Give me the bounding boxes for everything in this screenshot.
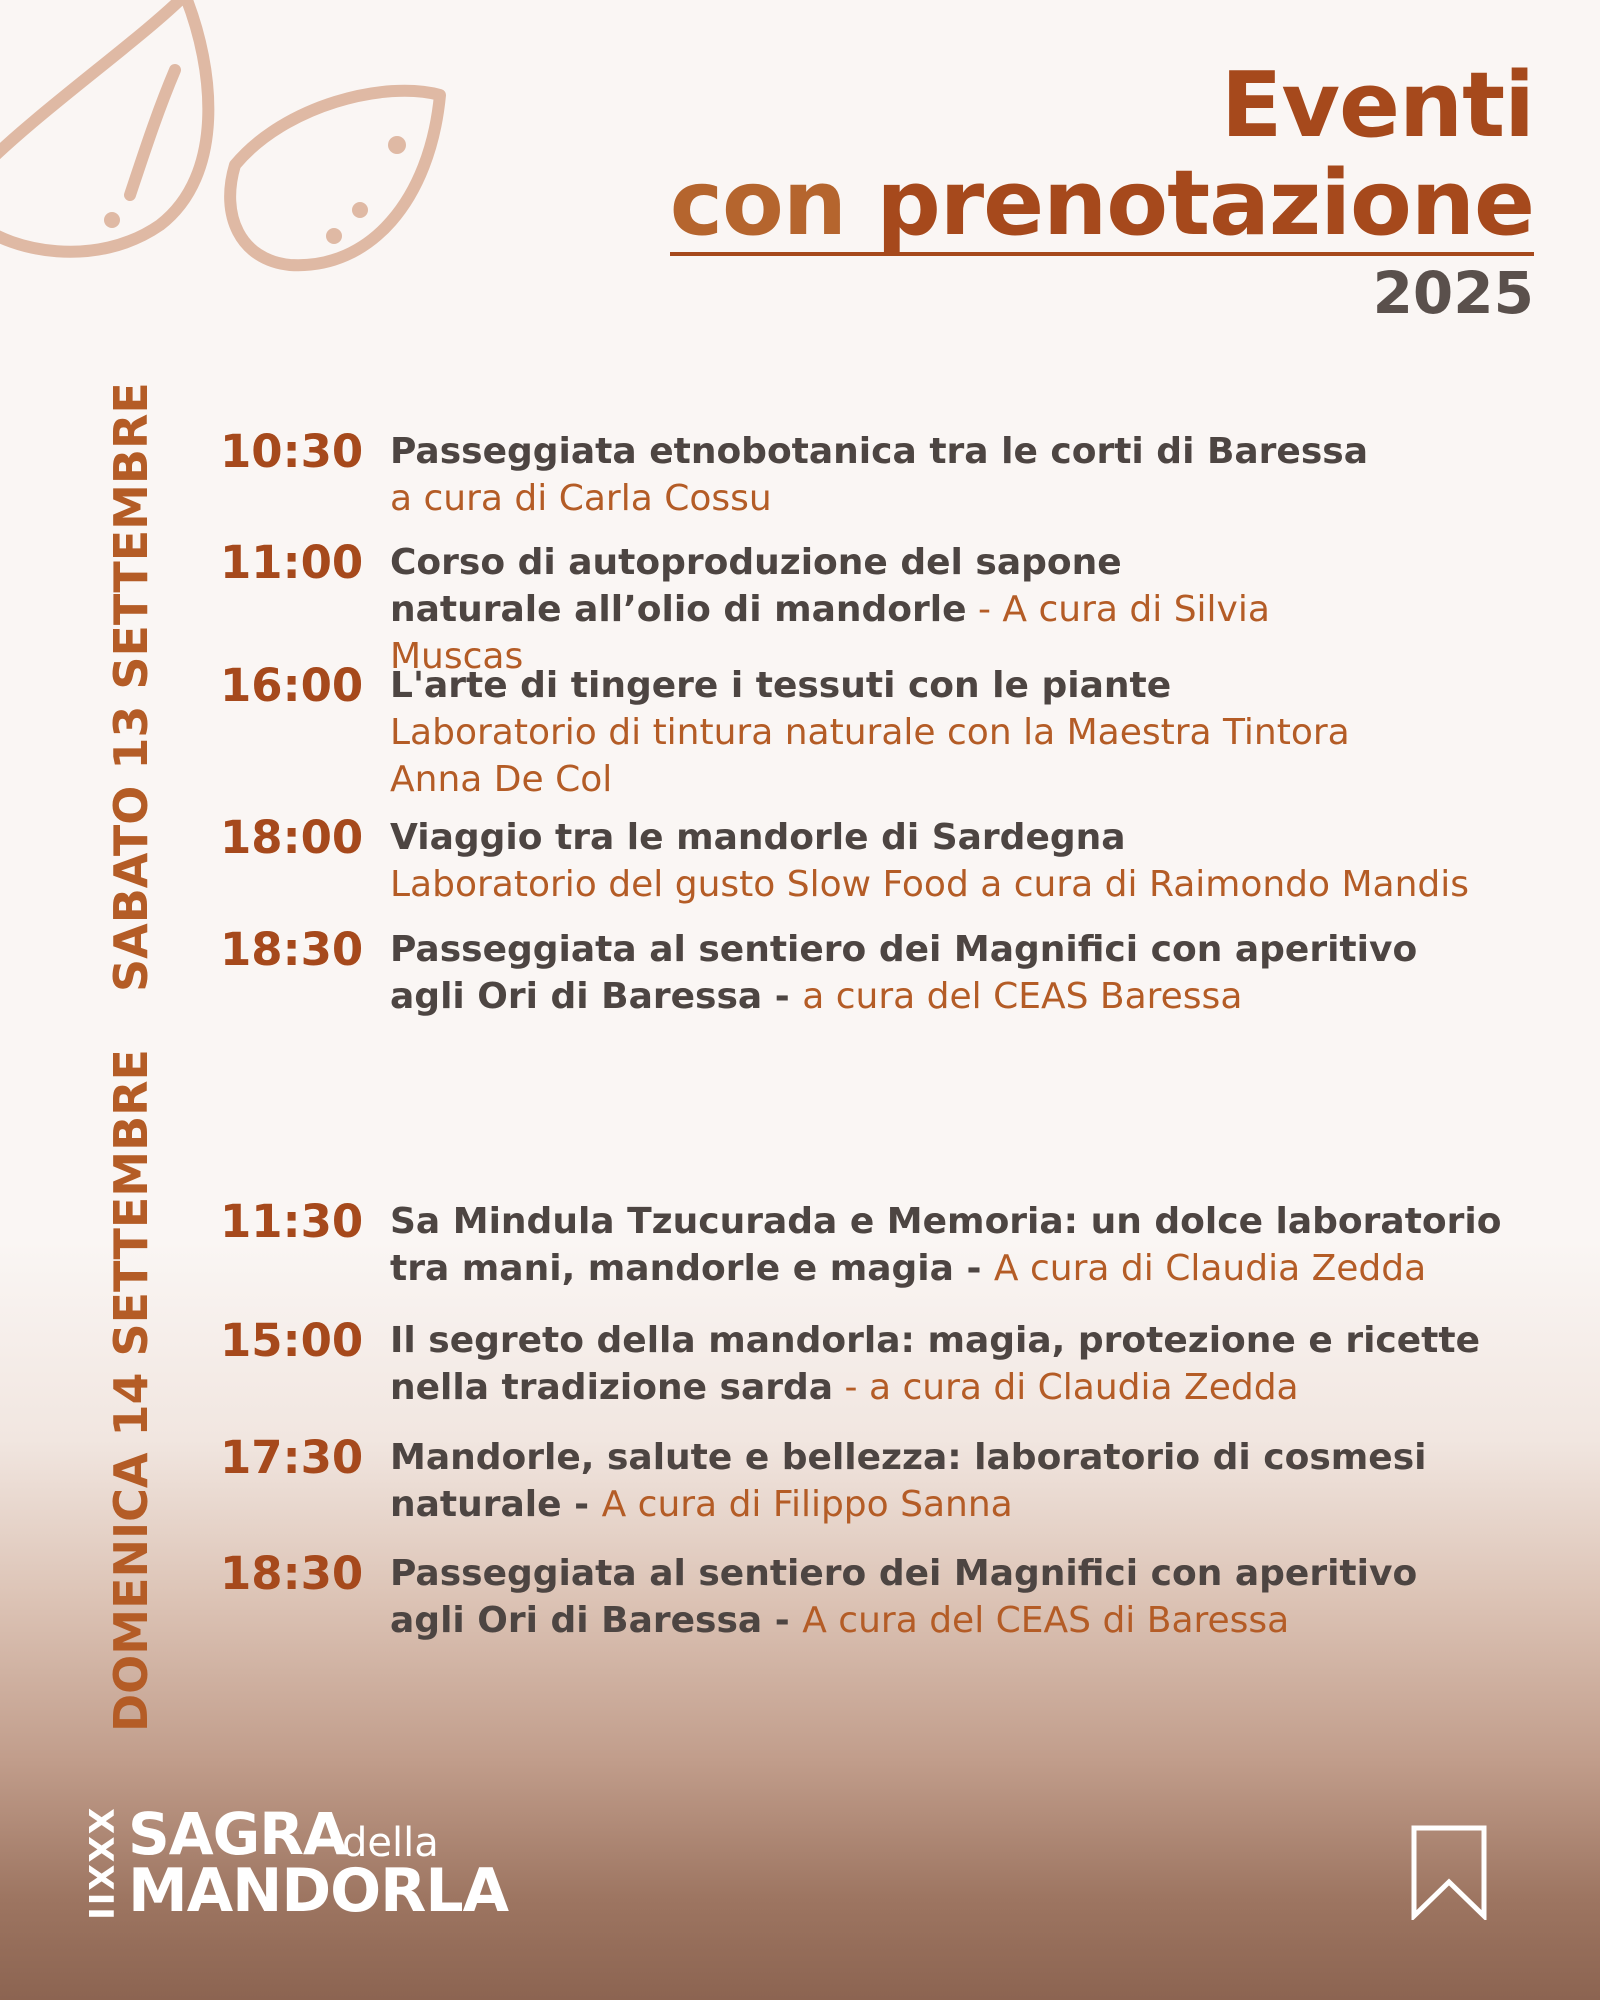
title-word-prenotazione: prenotazione [876,151,1534,256]
logo-della: della [342,1820,439,1866]
page-title [669,53,1534,328]
title-year: 2025 [1372,259,1534,327]
event-credit: A cura di Filippo Sanna [601,1484,1013,1525]
event-time: 10:30 [220,425,364,478]
event-title: L'arte di tingere i tessuti con le piante [390,665,1172,706]
event-time: 16:00 [220,659,364,712]
day-label-saturday: SABATO 13 SETTEMBRE [104,382,158,992]
title-con-prenotazione [669,151,1534,256]
event-title: Passeggiata al sentiero dei Magnifici con aperitivo agli Ori di Baressa [390,1553,1418,1641]
event-credit: Laboratorio del gusto Slow Food a cura di Raimondo Mandis [390,864,1470,905]
event-title: Sa Mindula Tzucurada e Memoria: un dolce laboratorio tra mani, mandorle e magia [390,1201,1502,1289]
event-item [220,811,1570,908]
event-credit: a cura del CEAS Baressa [802,976,1243,1017]
day-label-sunday: DOMENICA 14 SETTEMBRE [104,1049,158,1732]
event-title: Il segreto della mandorla: magia, protezione e ricette nella tradizione sarda [390,1320,1481,1408]
event-time: 11:00 [220,536,364,589]
event-item [220,1431,1570,1528]
event-separator: - [966,589,1003,630]
title-word-con: con [669,151,846,256]
event-credit: Laboratorio di tintura naturale con la Maestra Tintora Anna De Col [390,712,1350,800]
event-separator: - [762,976,803,1017]
event-credit: a cura di Carla Cossu [390,478,772,519]
event-title: Corso di autoproduzione del sapone naturale all’olio di mandorle [390,542,1122,630]
event-title: Passeggiata al sentiero dei Magnifici con aperitivo agli Ori di Baressa [390,929,1418,1017]
logo-edition: XXXII [80,1808,120,1922]
event-item [220,923,1570,1020]
event-time: 11:30 [220,1195,364,1248]
event-time: 18:00 [220,811,364,864]
event-credit: A cura del CEAS di Baressa [802,1600,1290,1641]
event-credit: A cura di Claudia Zedda [993,1248,1427,1289]
event-item [220,1195,1570,1292]
event-separator: - [762,1600,803,1641]
bookmark-icon[interactable] [1410,1824,1488,1920]
event-time: 17:30 [220,1431,364,1484]
event-credit: A cura di Silvia Muscas [390,589,1270,677]
event-item [220,1547,1570,1644]
event-separator: - [833,1367,869,1408]
logo-sagra: SAGRA [128,1800,347,1868]
event-time: 18:30 [220,1547,364,1600]
title-eventi: Eventi [1220,53,1534,158]
event-time: 15:00 [220,1314,364,1367]
event-item [220,536,1570,680]
logo-mandorla: MANDORLA [128,1856,509,1926]
event-title: Passeggiata etnobotanica tra le corti di Baressa [390,431,1368,472]
event-title: Mandorle, salute e bellezza: laboratorio di cosmesi naturale [390,1437,1427,1525]
event-credit: a cura di Claudia Zedda [868,1367,1299,1408]
event-item [220,425,1570,522]
event-item [220,659,1570,803]
event-time: 18:30 [220,923,364,976]
event-separator: - [561,1484,602,1525]
event-title: Viaggio tra le mandorle di Sardegna [390,817,1126,858]
almond-decoration-icon [0,0,470,290]
event-separator: - [953,1248,994,1289]
event-item [220,1314,1570,1411]
